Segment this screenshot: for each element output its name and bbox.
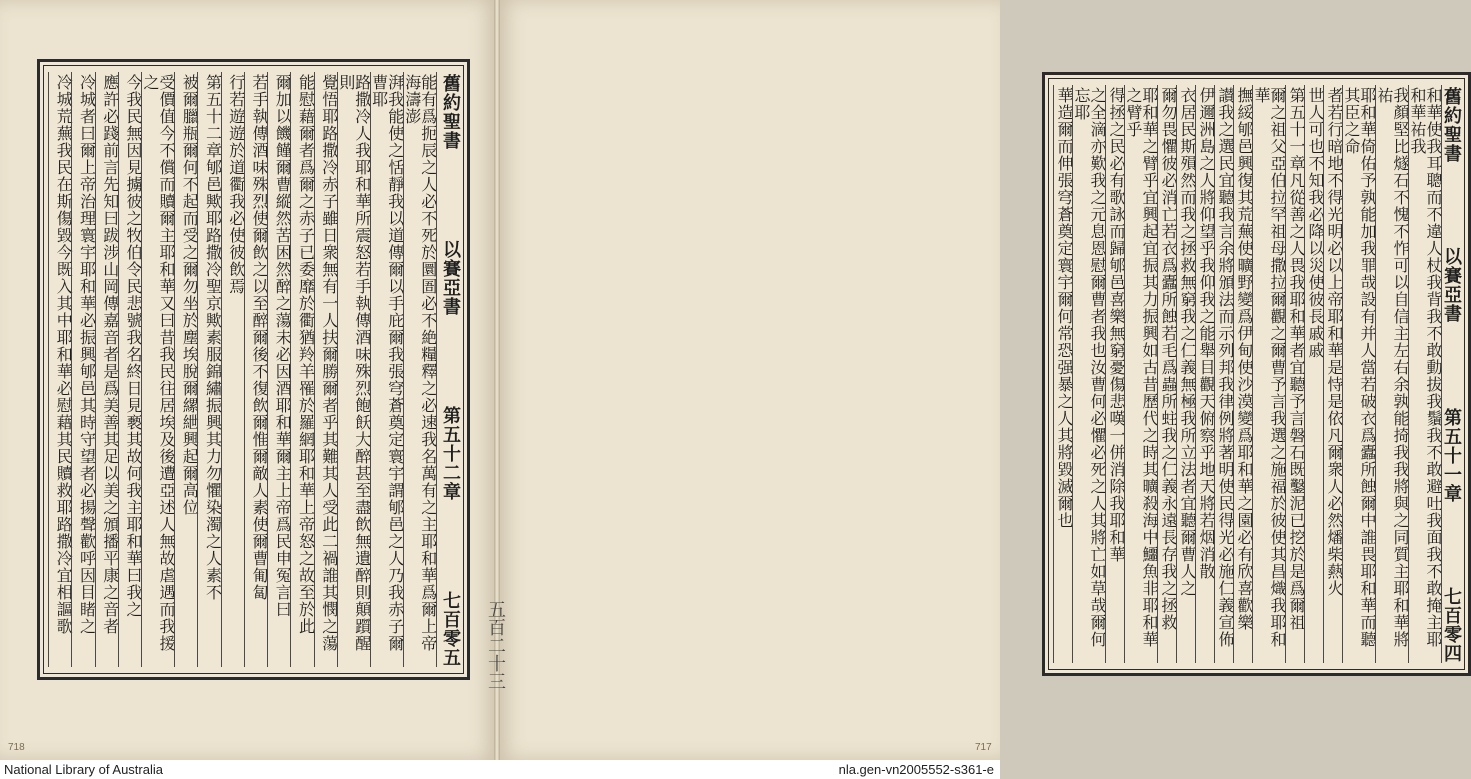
left-header-chapter: 第五十二章 [440, 406, 461, 501]
right-text-column: 爾之祖父亞伯拉罕祖母撒拉爾觀之爾曹予言我選之施福於彼使其昌熾我耶和華 [1252, 85, 1285, 663]
right-header-column [1441, 85, 1460, 663]
right-text-column: 得拯之民必有歌詠而歸郇邑喜樂無窮憂傷悲嘆一併消除我耶和華 [1105, 85, 1124, 663]
left-text-column: 被爾臘瓶爾何不起而受之爾勿坐於塵埃脫爾縲紲興起爾高位 [174, 72, 197, 667]
left-text-column: 應許必踐前言先知曰跋涉山岡傳嘉音者是爲美善其足以美之頒播平康之音者 [95, 72, 118, 667]
left-text-column: 爾加以饑饉爾曹縱然苦困然醉之蕩未必因酒耶和華爾主上帝爲民申冤言曰 [267, 72, 290, 667]
right-text-column: 伊邇洲島之人將仰望乎我仰我之能舉目觀天俯察乎地天將若烟消散 [1195, 85, 1214, 663]
left-text-column: 冷城荒蕪我民在斯傷毀今既入其中耶和華必慰藉其民贖救耶路撒冷宜相謳歌 [48, 72, 71, 667]
footer-library-name: National Library of Australia [4, 762, 163, 777]
right-text-column: 讃我之選民宜聽我言余將頒法而示列邦我律例將著明使民得光必施仁義宣佈 [1214, 85, 1233, 663]
right-text-frame [1042, 72, 1471, 676]
left-text-column: 今我民無因見擄彼之牧伯令民悲號我名終日見褻其故何我主耶和華曰我之 [118, 72, 141, 667]
right-header-volume: 以賽亞書 [1441, 247, 1462, 324]
right-header-page: 七百零四 [1441, 586, 1462, 663]
pencil-mark-right: 717 [975, 742, 992, 753]
left-text-column: 覺悟耶路撒冷赤子雖日衆無有一人扶爾勝爾者乎其難其人受此二禍誰其憫之蕩 [314, 72, 337, 667]
right-text-column: 之全滴亦歎我之元息恩慰爾曹者我也汝曹何必懼必死之人其將亡如草哉爾何忘耶 [1072, 85, 1105, 663]
left-text-column: 能慰藉爾者爲爾之赤子已委靡於衢猶羚羊罹於羅網耶和華上帝怒之故至於此 [290, 72, 313, 667]
left-text-column: 能有爲扼辰之人必不死於圜圄必不絶糧釋之必速我名萬有之主耶和華爲爾上帝海濤澎 [403, 72, 436, 667]
left-text-column: 第五十二章郇邑歟耶路撒冷聖京歟素服錦繡振興其力勿懼染濁之人素不 [197, 72, 220, 667]
left-header-book: 舊約聖書 [440, 74, 461, 150]
right-header-chapter: 第五十一章 [1441, 407, 1462, 503]
left-text-column: 受價值今不償而贖爾主耶和華又曰昔我民往居埃及後遭亞述人無故虐遇而我援之 [141, 72, 174, 667]
footer-bar [0, 760, 1000, 779]
right-text-column: 世人可也不知我必降以災使彼長戚戚 [1304, 85, 1323, 663]
center-page-number: 五百二十三 [485, 600, 506, 690]
right-text-column: 爾勿畏懼彼必消亡若衣爲蠹所蝕若毛爲蟲所蛀我之仁義永遠長存我之拯救 [1157, 85, 1176, 663]
pencil-mark-left: 718 [8, 742, 25, 753]
left-header-page: 七百零五 [440, 591, 461, 667]
left-text-frame [37, 59, 470, 680]
left-header-volume: 以賽亞書 [440, 240, 461, 316]
right-text-column: 和華使我耳聰而不違人杖我背我不敢動拔我鬚我不敢避吐我面我不敢掩主耶和華祐我 [1408, 85, 1441, 663]
left-page [0, 0, 497, 760]
right-header-book: 舊約聖書 [1441, 87, 1462, 163]
right-text-column: 衣居民斯殞然而我之拯救無窮我之仁義無極我所立法者宜聽爾曹人之 [1176, 85, 1195, 663]
left-text-column: 冷城者曰爾上帝治理寰宇耶和華必振興郇邑其時守望者必揚聲歡呼因目睹之 [71, 72, 94, 667]
left-text-column: 路撒冷人我耶和華所震怒若手執傳酒味殊烈飽飫大醉甚至盡飲無遺醉則顛躓醒則 [337, 72, 370, 667]
right-page [497, 0, 1462, 760]
left-text-column: 行若遊遊於道衢我必使彼飲焉 [221, 72, 244, 667]
right-text-column: 華造爾而伸張穹蒼奠定寰宇爾何常恐强暴之人其將毀滅爾也 [1053, 85, 1072, 663]
right-text-column: 第五十一章凡從善之人畏我耶和華者宜聽予言磐石既鑿泥已挖於是爲爾祖 [1285, 85, 1304, 663]
left-header-column [436, 72, 459, 667]
left-text-column: 若手執傳酒味殊烈使爾飲之以至醉爾後不復飲爾惟爾敵人素使爾曹匍匐 [244, 72, 267, 667]
right-text-column: 者若行暗地不得光明必以上帝耶和華是恃是依凡爾衆人必然燔柴爇火 [1323, 85, 1342, 663]
right-text-column: 撫綏郇邑興復其荒蕪使曠野變爲伊甸使沙漠變爲耶和華之園必有欣喜歡樂 [1233, 85, 1252, 663]
right-text-column: 我顏堅比燧石不愧不怍可以自信主左右余孰能掎我我將與之同質主耶和華將祐 [1375, 85, 1408, 663]
left-text-columns [48, 72, 459, 667]
right-text-column: 耶和華倚佑予孰能加我罪哉設有并人當若破衣爲蠹所蝕爾中誰畏耶和華而聽其臣之命 [1342, 85, 1375, 663]
left-text-column: 湃我能使之恬靜我以道傳爾以手庇爾我張穹蒼奠定寰宇謂郇邑之人乃我赤子爾曹耶 [370, 72, 403, 667]
right-text-columns [1053, 85, 1460, 663]
footer-item-id: nla.gen-vn2005552-s361-e [838, 762, 994, 777]
right-text-column: 耶和華之臂乎宜興起宜振其力振興如古昔歷代之時其曠殺海中鱷魚非耶和華之臂乎 [1124, 85, 1157, 663]
